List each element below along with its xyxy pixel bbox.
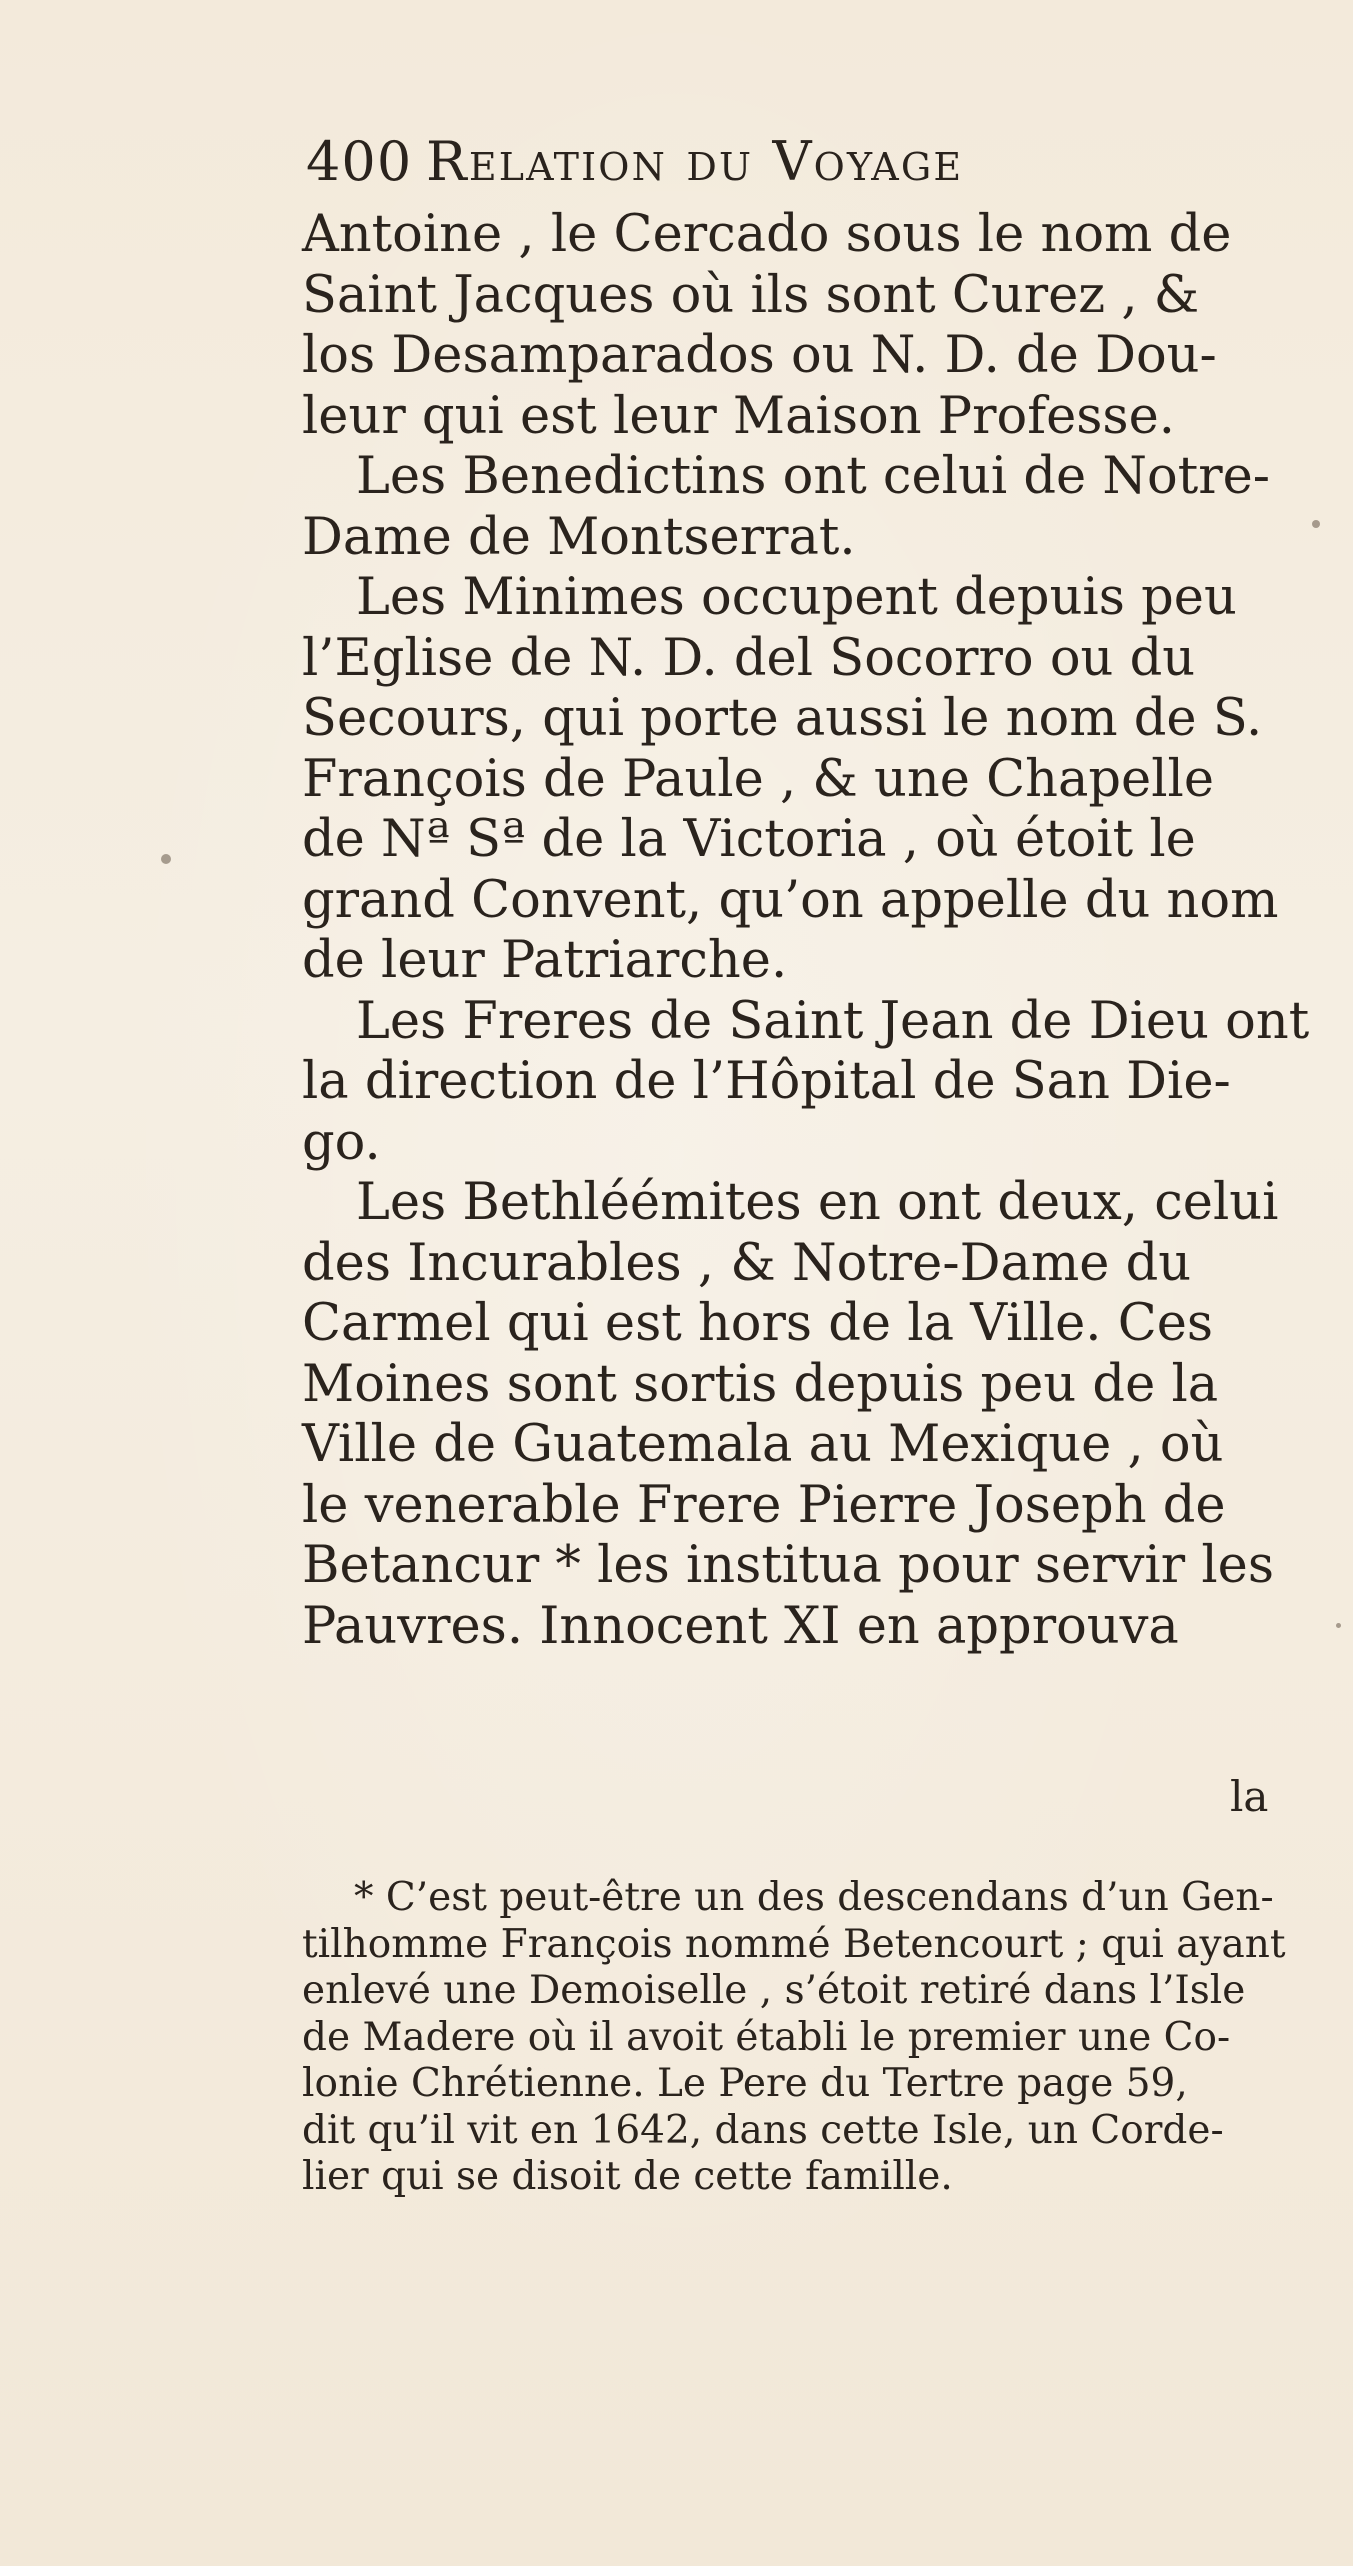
text-line: Carmel qui est hors de la Ville. Ces [302, 1294, 1214, 1353]
text-line: François de Paule , & une Chapelle [302, 749, 1215, 809]
running-title: Relation du Voyage [426, 130, 964, 193]
running-header [306, 130, 1206, 194]
text-line: grand Convent, qu’on appelle du nom [302, 870, 1279, 930]
footnote-line: lier qui se disoit de cette famille. [302, 2154, 953, 2199]
text-line: Les Benedictins ont celui de Notre- [356, 447, 1271, 506]
footnote [302, 1875, 1292, 2201]
text-line: la direction de l’Hôpital de San Die- [302, 1052, 1231, 1111]
footnote-line: enlevé une Demoiselle , s’étoit retiré dans l’Isle [302, 1968, 1246, 2013]
text-line: Betancur * les institua pour servir les [302, 1536, 1274, 1595]
text-line: Pauvres. Innocent XI en approuva [302, 1596, 1179, 1656]
text-line: le venerable Frere Pierre Joseph de [302, 1475, 1226, 1535]
text-line: l’Eglise de N. D. del Socorro ou du [302, 628, 1196, 688]
footnote-line: * C’est peut-être un des descendans d’un Gen- [354, 1875, 1274, 1920]
text-line: Les Freres de Saint Jean de Dieu ont [356, 991, 1310, 1051]
text-line: Dame de Montserrat. [302, 507, 856, 567]
text-line: go. [302, 1112, 381, 1172]
text-line: Secours, qui porte aussi le nom de S. [302, 689, 1263, 748]
text-line: los Desamparados ou N. D. de Dou- [302, 326, 1217, 385]
text-line: de Nª Sª de la Victoria , où étoit le [302, 810, 1196, 869]
paper-speck [1336, 1623, 1341, 1628]
text-line: des Incurables , & Notre-Dame du [302, 1233, 1192, 1293]
text-line: Moines sont sortis depuis peu de la [302, 1354, 1219, 1414]
footnote-line: tilhomme François nommé Betencourt ; qui ayant [302, 1921, 1286, 1967]
main-text [302, 205, 1310, 1657]
footnote-line: lonie Chrétienne. Le Pere du Tertre page 59, [302, 2061, 1188, 2106]
catchword: la [1230, 1772, 1269, 1821]
text-line: Antoine , le Cercado sous le nom de [302, 205, 1232, 264]
page-number: 400 [306, 130, 413, 193]
text-line: Ville de Guatemala au Mexique , où [302, 1415, 1224, 1474]
footnote-line: de Madere où il avoit établi le premier une Co- [302, 2014, 1231, 2060]
footnote-line: dit qu’il vit en 1642, dans cette Isle, un Corde- [302, 2107, 1224, 2153]
paper-speck [161, 854, 171, 864]
text-line: Saint Jacques où ils sont Curez , & [302, 265, 1200, 325]
text-line: leur qui est leur Maison Professe. [302, 386, 1176, 446]
text-line: de leur Patriarche. [302, 931, 788, 990]
paper-speck [1312, 520, 1320, 528]
text-line: Les Minimes occupent depuis peu [356, 568, 1237, 627]
text-line: Les Bethléémites en ont deux, celui [356, 1173, 1279, 1232]
